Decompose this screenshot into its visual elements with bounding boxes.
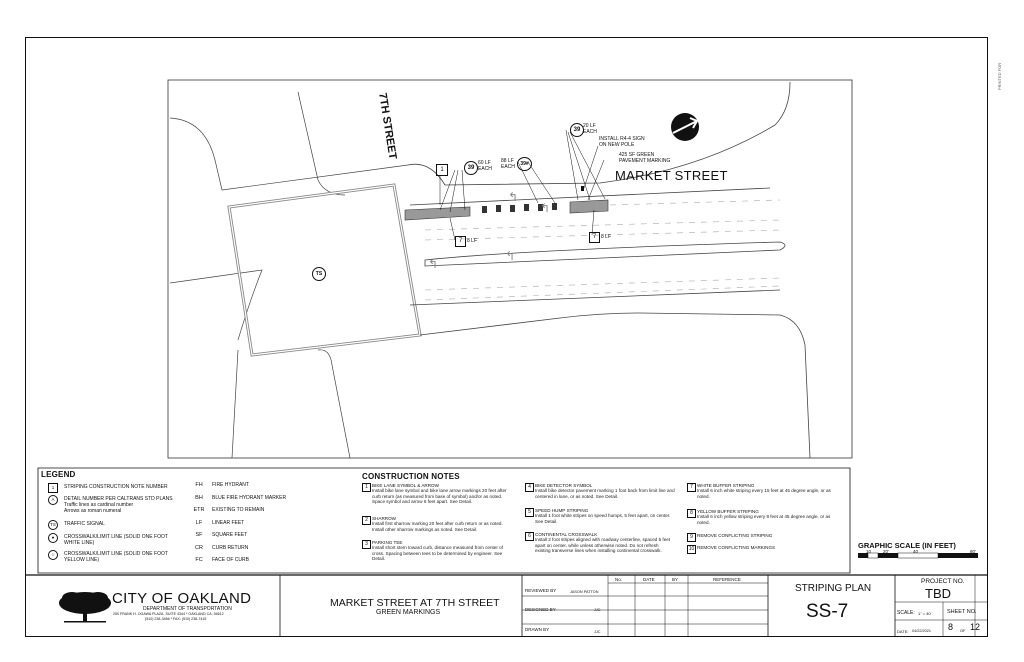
seventh-street-curbs bbox=[170, 92, 408, 458]
svg-text:↰: ↰ bbox=[505, 249, 516, 263]
construction-note bbox=[362, 516, 512, 532]
seventh-street-label: 7TH STREET bbox=[376, 92, 399, 161]
project-subtitle: GREEN MARKINGS bbox=[376, 609, 441, 616]
note-body: Install 6 inch yellow striping every 8 feet at 45 degree angle, or as noted. bbox=[697, 514, 831, 525]
svg-text:↰: ↰ bbox=[508, 190, 519, 204]
construction-note bbox=[687, 545, 837, 550]
legend-abbrev-text: CURB RETURN bbox=[212, 544, 249, 551]
legend-abbrev: FC bbox=[195, 557, 203, 563]
rev-header-date: DATE bbox=[643, 577, 655, 582]
construction-notes-title: CONSTRUCTION NOTES bbox=[362, 472, 460, 481]
legend-abbrev: CR bbox=[195, 544, 203, 551]
note-number: 6 bbox=[525, 532, 534, 541]
construction-note bbox=[525, 483, 675, 499]
note-body: Install 6 inch white striping every 15 feet at 45 degree angle, or as noted. bbox=[697, 488, 831, 499]
sheet-total: 12 bbox=[970, 622, 981, 632]
plan-name: STRIPING PLAN bbox=[795, 583, 872, 594]
note-number: 2 bbox=[362, 516, 371, 525]
note-title: BIKE LANE SYMBOL & ARROW bbox=[372, 483, 439, 488]
detail-39-a-label: 60 LF EACH bbox=[478, 160, 492, 172]
legend-item-text: TRAFFIC SIGNAL bbox=[64, 521, 105, 527]
scale-tick-20: 20' bbox=[883, 549, 889, 554]
rev-header-no: No. bbox=[615, 577, 623, 582]
detail-circle-39-c: 39 bbox=[570, 123, 584, 137]
legend bbox=[38, 468, 358, 573]
graphic-scale-title: GRAPHIC SCALE (IN FEET) bbox=[858, 541, 956, 550]
detail-39-c-label: 20 LF EACH bbox=[583, 123, 597, 135]
legend-abbrev: BH bbox=[195, 494, 203, 501]
org-phone: (510) 238-3466 * FAX: (510) 238-7415 bbox=[145, 617, 207, 621]
note-title: CONTINENTAL CROSSWALK bbox=[535, 532, 598, 537]
traffic-signal-symbol: TS bbox=[312, 267, 326, 281]
green-bike-lane bbox=[405, 200, 608, 220]
legend-abbrev-text: SQUARE FEET bbox=[212, 532, 248, 538]
legend-item-text: DETAIL NUMBER PER CALTRANS STD PLANS Traffic lines as cardinal number Arrows as roman numeral bbox=[64, 496, 173, 514]
legend-abbrev: SF bbox=[195, 532, 203, 538]
plan-viewport bbox=[168, 80, 852, 458]
org-dept: DEPARTMENT OF TRANSPORTATION bbox=[143, 606, 232, 612]
sheet-no-label: SHEET NO. bbox=[947, 609, 977, 615]
legend-abbrev: FH bbox=[195, 482, 203, 488]
construction-note bbox=[687, 483, 837, 499]
note-title: YELLOW BUFFER STRIPING bbox=[697, 509, 759, 514]
legend-title: LEGEND bbox=[41, 470, 76, 479]
legend-symbol: TS bbox=[48, 520, 58, 530]
scale-tick-40: 40 bbox=[913, 549, 919, 554]
legend-item-text: CROSSWALK/LIMIT LINE (SOLID ONE FOOT YELLOW LINE) bbox=[64, 551, 168, 563]
legend-abbrev-text: EXISTING TO REMAIN bbox=[212, 507, 265, 513]
oakland-tree-logo bbox=[59, 592, 111, 623]
note-title: PARKING TEE bbox=[372, 540, 403, 545]
note-body: Install bike lane symbol and bike lane arrow markings 20 feet after curb return (as measured from base of symbol) and/or as noted. Space symbol and arrow 6 feet apart. See Detail. bbox=[372, 488, 507, 505]
note-7-a-label: 8 LF bbox=[467, 238, 478, 244]
construction-note bbox=[687, 533, 837, 538]
note-number: 3 bbox=[362, 540, 371, 549]
legend-abbrev-text: FACE OF CURB bbox=[212, 557, 249, 563]
construction-note bbox=[525, 532, 675, 554]
construction-note bbox=[362, 483, 512, 505]
rev-header-reference: REFERENCE bbox=[713, 577, 741, 582]
note-title: BIKE DETECTOR SYMBOL bbox=[535, 483, 593, 488]
date-label: DATE: bbox=[897, 629, 909, 634]
note-number: 7 bbox=[687, 483, 696, 492]
note-body: Install first sharrow marking 20 feet after curb return or as noted. Install other sharrow markings as noted. See Detail. bbox=[372, 521, 503, 532]
legend-abbrev-text: LINEAR FEET bbox=[212, 519, 245, 526]
legend-symbol: ○ bbox=[48, 550, 58, 560]
construction-note bbox=[362, 540, 512, 562]
green-marking-note: 425 SF GREEN PAVEMENT MARKING bbox=[619, 152, 671, 164]
legend-abbrev-text: FIRE HYDRANT bbox=[212, 482, 249, 488]
detail-circle-39-a: 39 bbox=[464, 161, 478, 175]
designed-by-label: DESIGNED BY bbox=[525, 607, 556, 612]
detail-39b-label: 88 LF EACH bbox=[501, 158, 515, 170]
rev-header-by: BY bbox=[672, 577, 679, 582]
construction-note bbox=[687, 509, 837, 525]
sign-pole bbox=[581, 186, 584, 191]
note-tag-7-a: 7 bbox=[455, 236, 466, 247]
note-number: 9 bbox=[687, 533, 696, 542]
note-tag-1: 1 bbox=[436, 164, 448, 176]
project-no-label: PROJECT NO. bbox=[921, 578, 965, 585]
market-street-label: MARKET STREET bbox=[615, 168, 728, 183]
drawn-by-label: DRAWN BY bbox=[525, 627, 550, 632]
scale-tick-80: 80' bbox=[970, 549, 976, 554]
sheet-number: 8 bbox=[948, 622, 954, 632]
project-title: MARKET STREET AT 7TH STREET bbox=[330, 597, 500, 609]
note-body: Install 1 foot white stripes on speed humps, 5 feet apart, on center. See Detail. bbox=[535, 513, 671, 524]
svg-text:↰: ↰ bbox=[428, 257, 439, 271]
svg-text:↰: ↰ bbox=[540, 201, 551, 215]
legend-abbrev: LF bbox=[195, 519, 203, 526]
note-number: 1 bbox=[362, 483, 371, 492]
note-title: REMOVE CONFLICTING MARKINGS bbox=[697, 545, 776, 550]
drawn-by-value: JJC bbox=[594, 630, 601, 634]
sheet-code: SS-7 bbox=[806, 601, 849, 622]
org-name: CITY OF OAKLAND bbox=[112, 590, 252, 607]
turn-arrows bbox=[428, 190, 550, 271]
designed-by-value: JJC bbox=[594, 608, 601, 612]
north-arrow bbox=[671, 113, 699, 141]
org-address: 250 FRANK H. OGAWA PLAZA, SUITE 4344 * OAKLAND CA, 94612 bbox=[113, 612, 224, 616]
reviewed-by-value: JASON PATTON bbox=[570, 590, 599, 594]
note-body: Install bike detector pavement marking 1 foot back from limit line and centered in lane, or as noted. See Detail. bbox=[535, 488, 675, 499]
legend-symbol: 1 bbox=[48, 483, 58, 493]
note-number: 5 bbox=[525, 508, 534, 517]
side-stamp-top: PRINTED FOR bbox=[997, 62, 1002, 90]
note-title: WHITE BUFFER STRIPING bbox=[697, 483, 755, 488]
lane-striping bbox=[425, 200, 780, 300]
construction-note bbox=[525, 508, 675, 524]
legend-symbol: A bbox=[48, 495, 58, 505]
note-number: 8 bbox=[687, 509, 696, 518]
sign-note: INSTALL R4-4 SIGN ON NEW POLE bbox=[599, 136, 645, 148]
note-title: REMOVE CONFLICTING STRIPING bbox=[697, 533, 773, 538]
scale-label: SCALE: bbox=[897, 610, 915, 616]
note-7-b-label: 8 LF bbox=[601, 234, 612, 240]
legend-abbrev-text: BLUE FIRE HYDRANT MARKER bbox=[212, 494, 287, 501]
detail-circle-39b: 39# bbox=[517, 157, 532, 171]
legend-symbol: ● bbox=[48, 533, 58, 543]
scale-value: 1" = 40' bbox=[918, 611, 932, 616]
note-number: 10 bbox=[688, 546, 695, 552]
legend-item-text: STRIPING CONSTRUCTION NOTE NUMBER bbox=[64, 484, 168, 490]
median-island bbox=[425, 242, 785, 266]
sheet-of: OF bbox=[960, 628, 966, 633]
reviewed-by-label: REVIEWED BY bbox=[525, 588, 557, 593]
note-body: Install 2 foot stripes aligned with roadway centerline, spaced 5 feet apart on center, while unless otherwise noted. Do not refresh existing transverse lines when installing continental crosswalk. bbox=[535, 537, 671, 554]
note-number: 4 bbox=[525, 483, 534, 492]
date-value: 04/22/2021 bbox=[912, 629, 932, 633]
note-body: Install short stem toward curb, distance measured from center of cross. Spacing between tees to be determined by engineer. See Detail. bbox=[372, 545, 503, 562]
note-tag-7-b: 7 bbox=[589, 232, 600, 243]
project-no-value: TBD bbox=[925, 586, 951, 601]
note-title: SPEED HUMP STRIPING bbox=[535, 508, 589, 513]
note-title: SHARROW bbox=[372, 516, 396, 521]
legend-item-text: CROSSWALK/LIMIT LINE (SOLID ONE FOOT WHITE LINE) bbox=[64, 534, 168, 546]
legend-abbrev: ETR bbox=[193, 507, 205, 513]
scale-tick-10: 10 bbox=[866, 549, 872, 554]
